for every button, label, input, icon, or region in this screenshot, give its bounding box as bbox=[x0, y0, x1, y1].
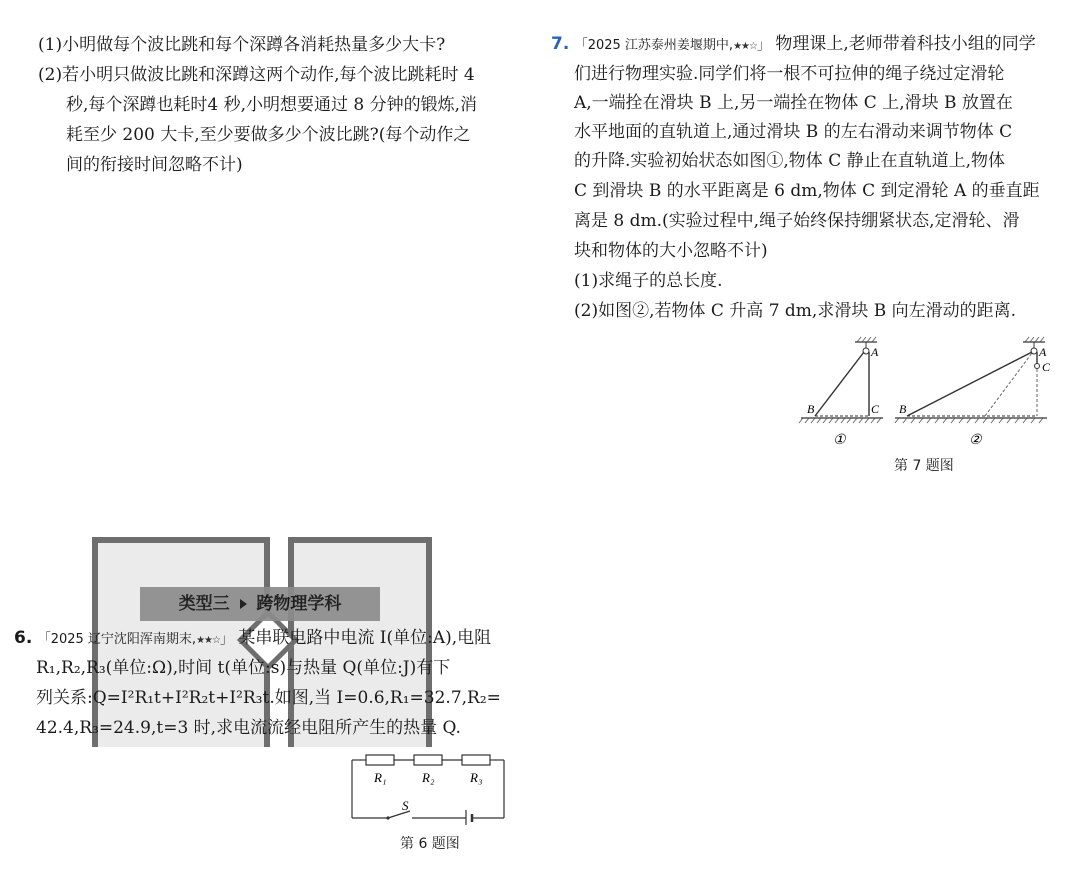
q7-line7: 离是 8 dm.(实验过程中,绳子始终保持绷紧状态,定滑轮、滑 bbox=[574, 211, 1020, 231]
q7-figure bbox=[795, 336, 1057, 448]
left-q1-text: 小明做每个波比跳和每个深蹲各消耗热量多少大卡? bbox=[62, 35, 446, 55]
q6-line4: 42.4,R₃=24.9,t=3 时,求电流流经电阻所产生的热量 Q. bbox=[36, 718, 461, 738]
q6-source-end: 」 bbox=[219, 632, 233, 647]
q7-fig2-label-b: B bbox=[899, 402, 907, 416]
q7-line4: 水平地面的直轨道上,通过滑块 B 的左右滑动来调节物体 C bbox=[574, 122, 1013, 142]
q6-line1: 某串联电路中电流 I(单位:A),电阻 bbox=[238, 628, 492, 648]
left-q2-line1 bbox=[38, 64, 475, 86]
left-q2-line3: 耗至少 200 大卡,至少要做多少个波比跳?(每个动作之 bbox=[66, 125, 471, 145]
circuit-r3-label: R₃ bbox=[470, 770, 483, 785]
banner-arrow-icon bbox=[240, 599, 247, 609]
q6-difficulty-stars: ★★☆ bbox=[196, 635, 220, 646]
circuit-r1-label: R₁ bbox=[374, 770, 387, 785]
q7-fig2-mark: ② bbox=[969, 433, 982, 448]
left-q2-line4: 间的衔接时间忽略不计) bbox=[66, 155, 243, 175]
q7-sub1: (1)求绳子的总长度. bbox=[574, 271, 723, 291]
q7-line5: 的升降.实验初始状态如图①,物体 C 静止在直轨道上,物体 bbox=[574, 151, 1006, 171]
q6-circuit-figure bbox=[348, 750, 510, 825]
q7-figure-1 bbox=[799, 337, 883, 448]
q7-label-b: B bbox=[807, 402, 815, 416]
q7-figure-2 bbox=[895, 337, 1051, 448]
q7-label-a: A bbox=[871, 345, 879, 359]
q6-header bbox=[14, 627, 491, 652]
category-banner bbox=[140, 587, 380, 621]
q6-source: 「2025 辽宁沈阳浑南期末, bbox=[37, 632, 197, 647]
q7-caption: 第 7 题图 bbox=[894, 458, 954, 474]
q6-number: 6. bbox=[14, 628, 33, 648]
q7-line2: 们进行物理实验.同学们将一根不可拉伸的绳子绕过定滑轮 bbox=[574, 64, 1005, 84]
q7-line3: A,一端拴在滑块 B 上,另一端拴在物体 C 上,滑块 B 放置在 bbox=[574, 93, 1013, 113]
q7-line8: 块和物体的大小忽略不计) bbox=[574, 241, 768, 261]
q7-line6: C 到滑块 B 的水平距离是 6 dm,物体 C 到定滑轮 A 的垂直距 bbox=[574, 181, 1040, 201]
banner-right-text: 跨物理学科 bbox=[256, 594, 342, 614]
q6-line2: R₁,R₂,R₃(单位:Ω),时间 t(单位:s)与热量 Q(单位:J)有下 bbox=[36, 658, 451, 678]
switch-pivot bbox=[386, 816, 389, 819]
q7-fig2-label-c: C bbox=[1042, 360, 1051, 374]
q7-fig2-label-a: A bbox=[1039, 345, 1047, 359]
left-q1-line bbox=[38, 34, 445, 56]
q7-source-end: 」 bbox=[756, 38, 770, 53]
banner-left-text: 类型三 bbox=[178, 594, 230, 614]
q6-caption: 第 6 题图 bbox=[400, 836, 460, 852]
q7-source: 「2025 江苏泰州姜堰期中, bbox=[574, 38, 734, 53]
circuit-switch-label: S bbox=[402, 798, 409, 813]
left-q2-text1: 若小明只做波比跳和深蹲这两个动作,每个波比跳耗时 4 bbox=[62, 65, 475, 85]
q7-sub2: (2)如图②,若物体 C 升高 7 dm,求滑块 B 向左滑动的距离. bbox=[574, 301, 1017, 321]
q7-number: 7. bbox=[551, 34, 570, 54]
left-q1-label: (1) bbox=[38, 35, 63, 55]
q6-line3: 列关系:Q=I²R₁t+I²R₂t+I²R₃t.如图,当 I=0.6,R₁=32.7,R₂= bbox=[36, 688, 501, 708]
q7-line1: 物理课上,老师带着科技小组的同学 bbox=[775, 34, 1036, 54]
left-q2-line2: 秒,每个深蹲也耗时4 秒,小明想要通过 8 分钟的锻炼,消 bbox=[66, 95, 478, 115]
q7-fig1-mark: ① bbox=[833, 433, 846, 448]
left-q2-label: (2) bbox=[38, 65, 63, 85]
q7-label-c: C bbox=[871, 402, 880, 416]
q7-difficulty-stars: ★★☆ bbox=[733, 41, 757, 52]
circuit-r2-label: R₂ bbox=[422, 770, 435, 785]
q7-header bbox=[551, 33, 1036, 58]
